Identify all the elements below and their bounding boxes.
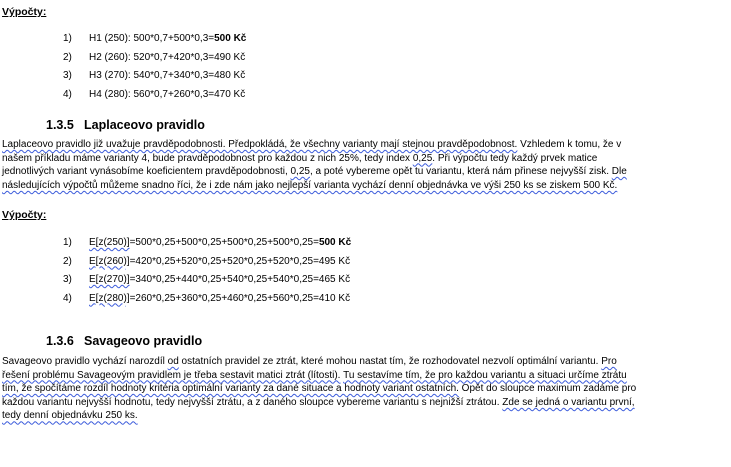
calc-list-2 (63, 234, 351, 308)
section-heading-135: 1.3.5 Laplaceovo pravidlo (46, 118, 205, 132)
list-item: 2) H2 (260): 520*0,7+420*0,3=490 Kč (63, 51, 246, 63)
list-item: 4) E[z(280)]=260*0,25+360*0,25+460*0,25+560*0,25=410 Kč (63, 292, 351, 304)
list-item: 2) E[z(260)]=420*0,25+520*0,25+520*0,25+520*0,25=495 Kč (63, 255, 351, 267)
calc-label-2: Výpočty: (2, 209, 47, 221)
calc-list-1 (63, 30, 246, 104)
list-item: 3) E[z(270)]=340*0,25+440*0,25+540*0,25+540*0,25=465 Kč (63, 274, 351, 285)
list-item: 1) E[z(250)]=500*0,25+500*0,25+500*0,25+500*0,25=500 Kč (63, 237, 352, 248)
list-item: 3) H3 (270): 540*0,7+340*0,3=480 Kč (63, 70, 246, 81)
section-heading-136: 1.3.6 Savageovo pravidlo (46, 334, 203, 348)
list-item: 4) H4 (280): 560*0,7+260*0,3=470 Kč (63, 88, 246, 100)
list-item: 1) H1 (250): 500*0,7+500*0,3=500 Kč (63, 33, 247, 44)
calc-label-1: Výpočty: (2, 6, 47, 18)
savage-paragraph: Savageovo pravidlo vychází narozdíl od ostatních pravidel ze ztrát, které mohou nastat tím, že rozhodovatel nezvolí optimální variantu. Pro řešení problému Savageovým pravidlem je třeba sestavit matici ztrát (lítosti). Tu sestavíme tím, že pro každou variantu a situaci určíme ztrátu tím, že spočítáme rozdíl hodnoty kritéria optimální varianty za dané situace a hodnoty variant ostatních. Opět do sloupce maximum zadáme pro každou variantu nejvyšší hodnotu, tedy nejvyšší ztrátu, a z daného sloupce vybereme variantu s nejnižší ztrátou. Zde se jedná o variantu první, tedy denní objednávku 250 ks. (2, 356, 637, 422)
laplace-paragraph: Laplaceovo pravidlo již uvažuje pravděpodobnosti. Předpokládá, že všechny varianty mají stejnou pravděpodobnost. Vzhledem k tomu, že v našem příkladu máme varianty 4, bude pravděpodobnost pro každou z nich 25%, tedy index 0,25. Při výpočtu tedy každý prvek matice jednotlivých variant vynásobíme koeficientem pravděpodobnosti, 0,25, a poté vybereme opět tu variantu, která nám přinese nejvyšší zisk. Dle následujících výpočtů můžeme snadno říci, že i zde nám jako nejlepší varianta vychází denní objednávka ve výši 250 ks se ziskem 500 Kč. (2, 139, 627, 191)
